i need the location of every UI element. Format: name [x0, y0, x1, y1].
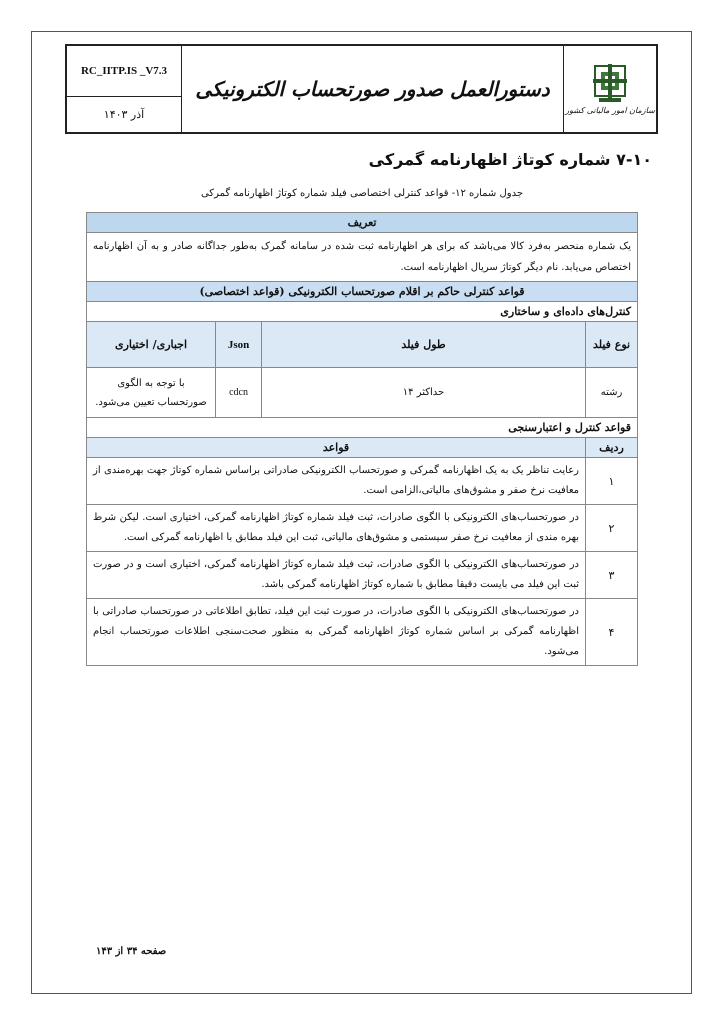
structure-heading-row: [87, 302, 638, 322]
controls-heading: قواعد کنترلی حاکم بر اقلام صورتحساب الکترونیکی (قواعد اختصاصی): [87, 282, 638, 302]
structure-header-row: [87, 322, 638, 368]
rule-row: [87, 458, 638, 505]
rule-index: ۲: [586, 505, 638, 552]
section-title: ۷-۱۰ شماره کوتاژ اظهارنامه گمرکی: [368, 150, 652, 169]
rule-row: [87, 505, 638, 552]
rule-index: ۴: [586, 599, 638, 666]
org-logo: [563, 46, 656, 132]
col-field-length: طول فیلد: [262, 322, 586, 368]
col-rule: قواعد: [87, 438, 586, 458]
org-name: سازمان امور مالیاتی کشور: [565, 105, 655, 115]
rules-header-row: [87, 438, 638, 458]
col-field-type: نوع فیلد: [586, 322, 638, 368]
rules-heading-row: [87, 418, 638, 438]
definition-row: [87, 233, 638, 282]
mandatory-value: با توجه به الگوی صورتحساب تعیین می‌شود.: [87, 368, 216, 418]
emblem-icon: [593, 64, 627, 104]
col-mandatory: اجباری/ اختیاری: [87, 322, 216, 368]
document-header: [65, 44, 658, 134]
field-length-value: حداکثر ۱۴: [262, 368, 586, 418]
rules-table: [86, 212, 638, 666]
rule-row: [87, 599, 638, 666]
rule-text: در صورتحساب‌های الکترونیکی با الگوی صادرات، ثبت فیلد شماره کوتاژ اظهارنامه گمرکی، اختیاری است. لیکن شرط بهره مندی از معافیت نرخ صفر سیستمی و مشوق‌های مالیاتی، ثبت این فیلد مطابق با اظهارنامه گمرکی است.: [87, 505, 586, 552]
controls-heading-row: [87, 282, 638, 302]
table-caption: جدول شماره ۱۲- قواعد کنترلی اختصاصی فیلد شماره کوتاژ اظهارنامه گمرکی: [200, 188, 524, 199]
definition-text: یک شماره منحصر به‌فرد کالا می‌باشد که برای هر اظهارنامه ثبت شده در سامانه گمرک به‌طور جداگانه صادر و به آن اظهارنامه اختصاص می‌یابد. نام دیگر کوتاژ سریال اظهارنامه است.: [87, 233, 638, 282]
rule-text: در صورتحساب‌های الکترونیکی با الگوی صادرات، در صورت ثبت این فیلد، تطابق اطلاعاتی در صورتحساب صادراتی با اظهارنامه گمرکی بر اساس شماره کوتاژ اظهارنامه گمرکی به منظور صحت‌سنجی اطلاعات صورتحساب انجام می‌شود.: [87, 599, 586, 666]
rules-heading: قواعد کنترل و اعتبارسنجی: [87, 418, 638, 438]
field-type-value: رشته: [586, 368, 638, 418]
definition-heading-row: [87, 213, 638, 233]
structure-data-row: [87, 368, 638, 418]
col-index: ردیف: [586, 438, 638, 458]
structure-heading: کنترل‌های داده‌ای و ساختاری: [87, 302, 638, 322]
doc-code: RC_IITP.IS _V7.3: [67, 46, 181, 97]
rule-index: ۳: [586, 552, 638, 599]
definition-heading: تعریف: [87, 213, 638, 233]
doc-date: آذر ۱۴۰۳: [103, 108, 145, 121]
rule-index: ۱: [586, 458, 638, 505]
rule-text: رعایت تناظر یک به یک اظهارنامه گمرکی و صورتحساب الکترونیکی صادراتی براساس شماره کوتاژ جهت بهره‌مندی از معافیت نرخ صفر و مشوق‌های مالیاتی،الزامی است.: [87, 458, 586, 505]
json-key-value: cdcn: [216, 368, 262, 418]
doc-title: دستورالعمل صدور صورتحساب الکترونیکی: [195, 77, 550, 101]
header-meta: [67, 46, 182, 132]
rule-text: در صورتحساب‌های الکترونیکی با الگوی صادرات، ثبت فیلد شماره کوتاژ اظهارنامه گمرکی، اختیاری است و در صورت ثبت این فیلد می بایست دقیقا مطابق با شماره کوتاژ اظهارنامه گمرکی باشد.: [87, 552, 586, 599]
page-number: صفحه ۳۴ از ۱۴۳: [96, 946, 167, 957]
col-json: Json: [216, 322, 262, 368]
rule-row: [87, 552, 638, 599]
